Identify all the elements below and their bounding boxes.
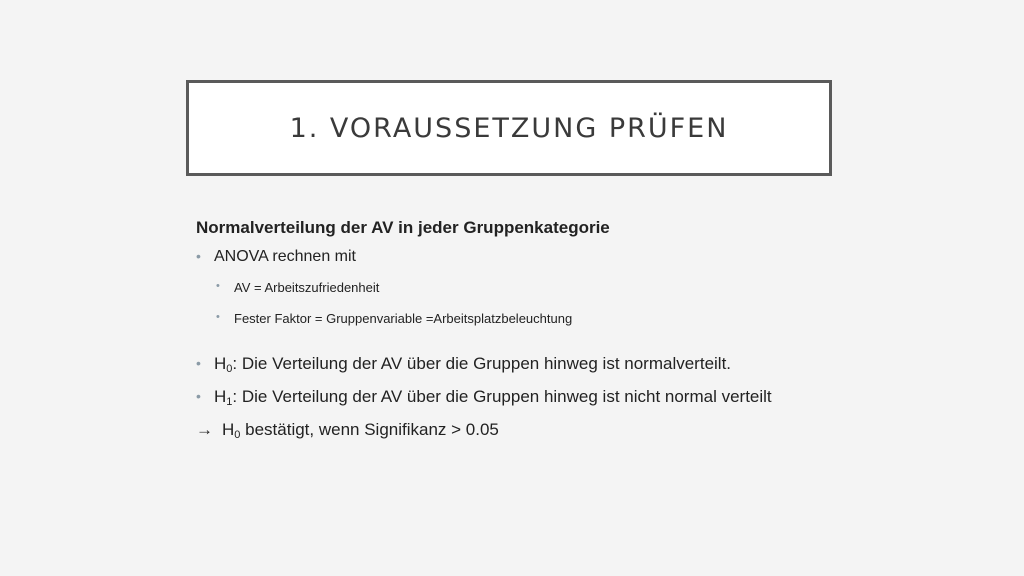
- sub-bullet-item: [196, 311, 936, 326]
- hypothesis-text: : Die Verteilung der AV über die Gruppen hinweg ist normalverteilt.: [232, 354, 732, 373]
- hypothesis-symbol: H: [214, 387, 227, 406]
- conclusion-line: [196, 420, 936, 441]
- arrow-right-icon: →: [196, 420, 213, 439]
- bullet-icon: •: [196, 388, 201, 404]
- sub-bullet-text: Fester Faktor = Gruppenvariable =Arbeitsplatzbeleuchtung: [234, 311, 573, 326]
- sub-bullet-item: [196, 280, 936, 295]
- hypothesis-symbol: H: [214, 354, 227, 373]
- hypothesis-h1: [196, 387, 936, 408]
- bullet-icon: •: [216, 311, 220, 323]
- title-box: [186, 80, 832, 176]
- conclusion-symbol: H: [222, 420, 235, 439]
- bullet-item: [196, 248, 936, 266]
- hypothesis-subscript: 1: [226, 396, 233, 408]
- bullet-icon: •: [196, 248, 201, 264]
- conclusion-subscript: 0: [234, 429, 241, 441]
- slide-title: 1. VORAUSSETZUNG PRÜFEN: [289, 112, 729, 144]
- content-heading: Normalverteilung der AV in jeder Gruppenkategorie: [196, 218, 610, 237]
- bullet-icon: •: [216, 280, 220, 292]
- conclusion-text: bestätigt, wenn Signifikanz > 0.05: [240, 420, 499, 439]
- bullet-text: ANOVA rechnen mit: [214, 248, 356, 265]
- bullet-icon: •: [196, 355, 201, 371]
- hypothesis-text: : Die Verteilung der AV über die Gruppen hinweg ist nicht normal verteilt: [232, 387, 772, 406]
- sub-bullet-text: AV = Arbeitszufriedenheit: [234, 280, 380, 295]
- hypothesis-h0: [196, 354, 936, 375]
- hypothesis-subscript: 0: [226, 363, 233, 375]
- slide-content: [196, 218, 936, 441]
